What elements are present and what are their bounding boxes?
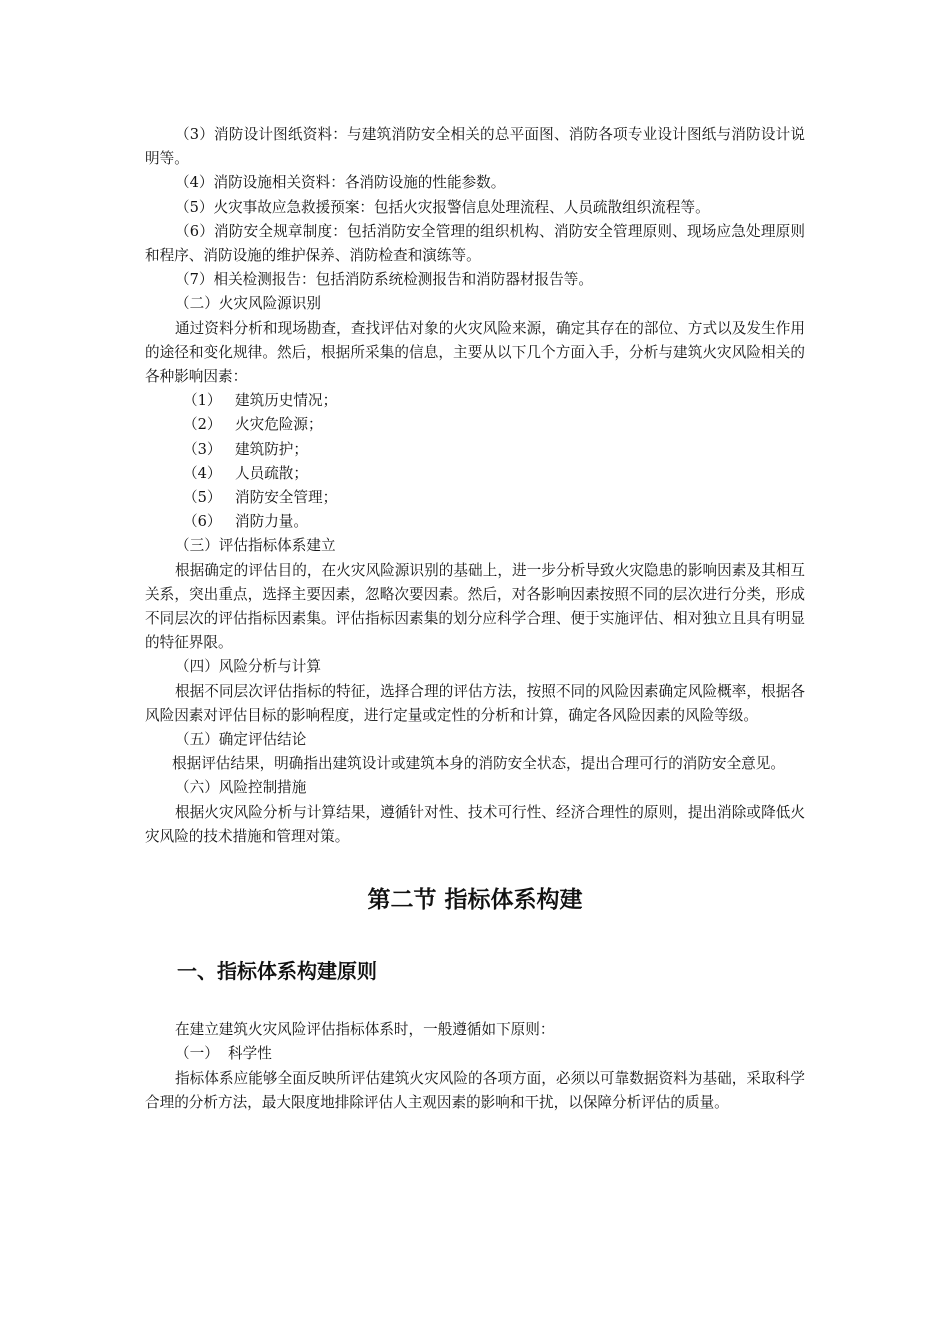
paragraph-risk-source: 通过资料分析和现场勘查，查找评估对象的火灾风险来源，确定其存在的部位、方式以及发生作用的途径和变化规律。然后，根据所采集的信息，主要从以下几个方面入手，分析与建筑火灾风险相关的各种影响因素： <box>145 319 805 386</box>
list-item <box>145 510 805 534</box>
list-item-number: （4） <box>183 464 222 482</box>
paragraph-risk-analysis: 根据不同层次评估指标的特征，选择合理的评估方法，按照不同的风险因素确定风险概率，根据各风险因素对评估目标的影响程度，进行定量或定性的分析和计算，确定各风险因素的风险等级。 <box>145 682 805 724</box>
document-page <box>145 123 805 1115</box>
paragraph-scientific: 指标体系应能够全面反映所评估建筑火灾风险的各项方面，必须以可靠数据资料为基础，采取科学合理的分析方法，最大限度地排除评估人主观因素的影响和干扰，以保障分析评估的质量。 <box>145 1069 805 1111</box>
list-item-text: 消防力量。 <box>235 513 308 531</box>
subheading-risk-control: （六）风险控制措施 <box>175 779 307 797</box>
subheading-scientific: （一） 科学性 <box>175 1045 272 1063</box>
paragraph-safety-rules: （6）消防安全规章制度：包括消防安全管理的组织机构、消防安全管理原则、现场应急处理原则和程序、消防设施的维护保养、消防检查和演练等。 <box>145 222 805 265</box>
list-item-number: （3） <box>183 440 222 458</box>
list-item <box>145 438 805 462</box>
paragraph-design-drawings: （3）消防设计图纸资料：与建筑消防安全相关的总平面图、消防各项专业设计图纸与消防设计说明等。 <box>145 126 805 168</box>
section-title: 第二节 指标体系构建 <box>367 887 583 914</box>
list-item-number: （1） <box>183 392 222 410</box>
list-item <box>145 413 805 437</box>
paragraph-test-reports: （7）相关检测报告：包括消防系统检测报告和消防器材报告等。 <box>175 271 593 289</box>
list-item-number: （6） <box>183 513 222 531</box>
list-item-text: 火灾危险源； <box>235 416 323 434</box>
paragraph-index-system: 根据确定的评估目的，在火灾风险源识别的基础上，进一步分析导致火灾隐患的影响因素及其相互关系，突出重点，选择主要因素，忽略次要因素。然后，对各影响因素按照不同的层次进行分类，形成不同层次的评估指标因素集。评估指标因素集的划分应科学合理、便于实施评估、相对独立且具有明显的特征界限。 <box>145 561 805 652</box>
subsection-title: 一、指标体系构建原则 <box>177 959 377 984</box>
factor-list <box>145 389 805 534</box>
paragraph-risk-control: 根据火灾风险分析与计算结果，遵循针对性、技术可行性、经济合理性的原则，提出消除或降低火灾风险的技术措施和管理对策。 <box>145 803 805 845</box>
paragraph-emergency-plan: （5）火灾事故应急救援预案：包括火灾报警信息处理流程、人员疏散组织流程等。 <box>175 198 710 216</box>
list-item <box>145 462 805 486</box>
list-item <box>145 486 805 510</box>
list-item-number: （2） <box>183 416 222 434</box>
paragraph-facility-data: （4）消防设施相关资料：各消防设施的性能参数。 <box>175 174 506 192</box>
list-item-number: （5） <box>183 489 222 507</box>
list-item-text: 建筑历史情况； <box>235 392 338 410</box>
subheading-risk-source: （二）火灾风险源识别 <box>175 295 321 313</box>
list-item-text: 人员疏散； <box>235 464 308 482</box>
subheading-conclusion: （五）确定评估结论 <box>175 731 307 749</box>
paragraph-conclusion: 根据评估结果，明确指出建筑设计或建筑本身的消防安全状态，提出合理可行的消防安全意见。 <box>172 755 785 773</box>
list-item-text: 建筑防护； <box>235 440 308 458</box>
subheading-index-system: （三）评估指标体系建立 <box>175 537 336 555</box>
list-item-text: 消防安全管理； <box>235 489 338 507</box>
paragraph-principles-intro: 在建立建筑火灾风险评估指标体系时，一般遵循如下原则： <box>175 1021 555 1039</box>
subheading-risk-analysis: （四）风险分析与计算 <box>175 658 321 676</box>
list-item <box>145 389 805 413</box>
